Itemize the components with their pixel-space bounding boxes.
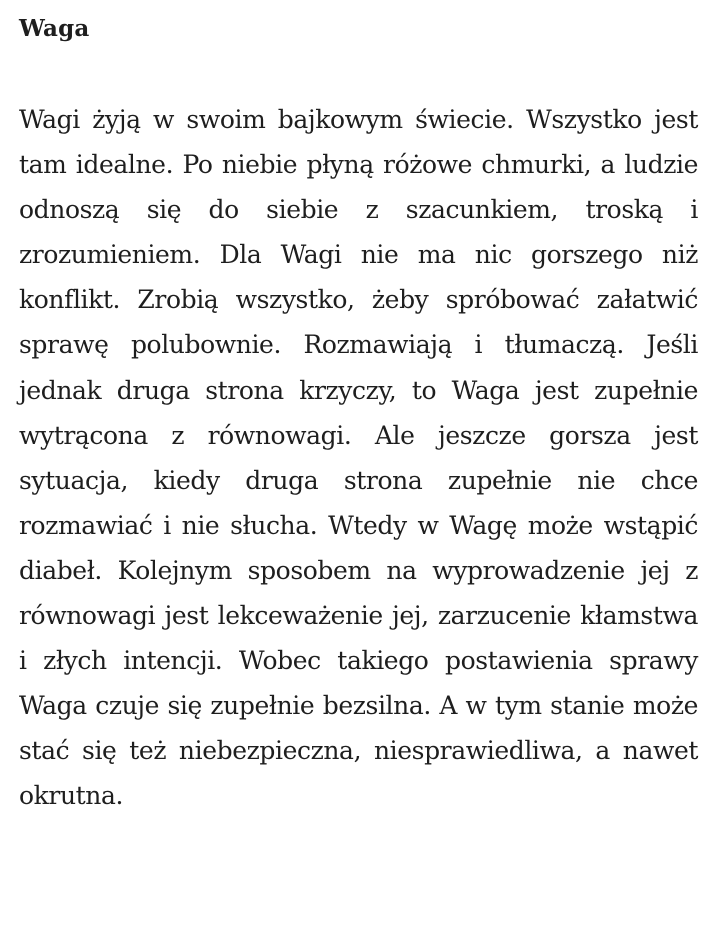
article-paragraph: Wagi żyją w swoim bajkowym świecie. Wszystko jest tam idealne. Po niebie płyną różowe chmurki, a ludzie odnoszą się do siebie z szacunkiem, troską i zrozumieniem. Dla Wagi nie ma nic gorszego niż konflikt. Zrobią wszystko, żeby spróbować załatwić sprawę polubownie. Rozmawiają i tłumaczą. Jeśli jednak druga strona krzyczy, to Waga jest zupełnie wytrącona z równowagi. Ale jeszcze gorsza jest sytuacja, kiedy druga strona zupełnie nie chce rozmawiać i nie słucha. Wtedy w Wagę może wstąpić diabeł. Kolejnym sposobem na wyprowadzenie jej z równowagi jest lekceważenie jej, zarzucenie kłamstwa i złych intencji. Wobec takiego postawienia sprawy Waga czuje się zupełnie bezsilna. A w tym stanie może stać się też niebezpieczna, niesprawiedliwa, a nawet okrutna.	[19, 105, 698, 811]
article-title: Waga	[19, 15, 90, 42]
article	[19, 12, 698, 819]
